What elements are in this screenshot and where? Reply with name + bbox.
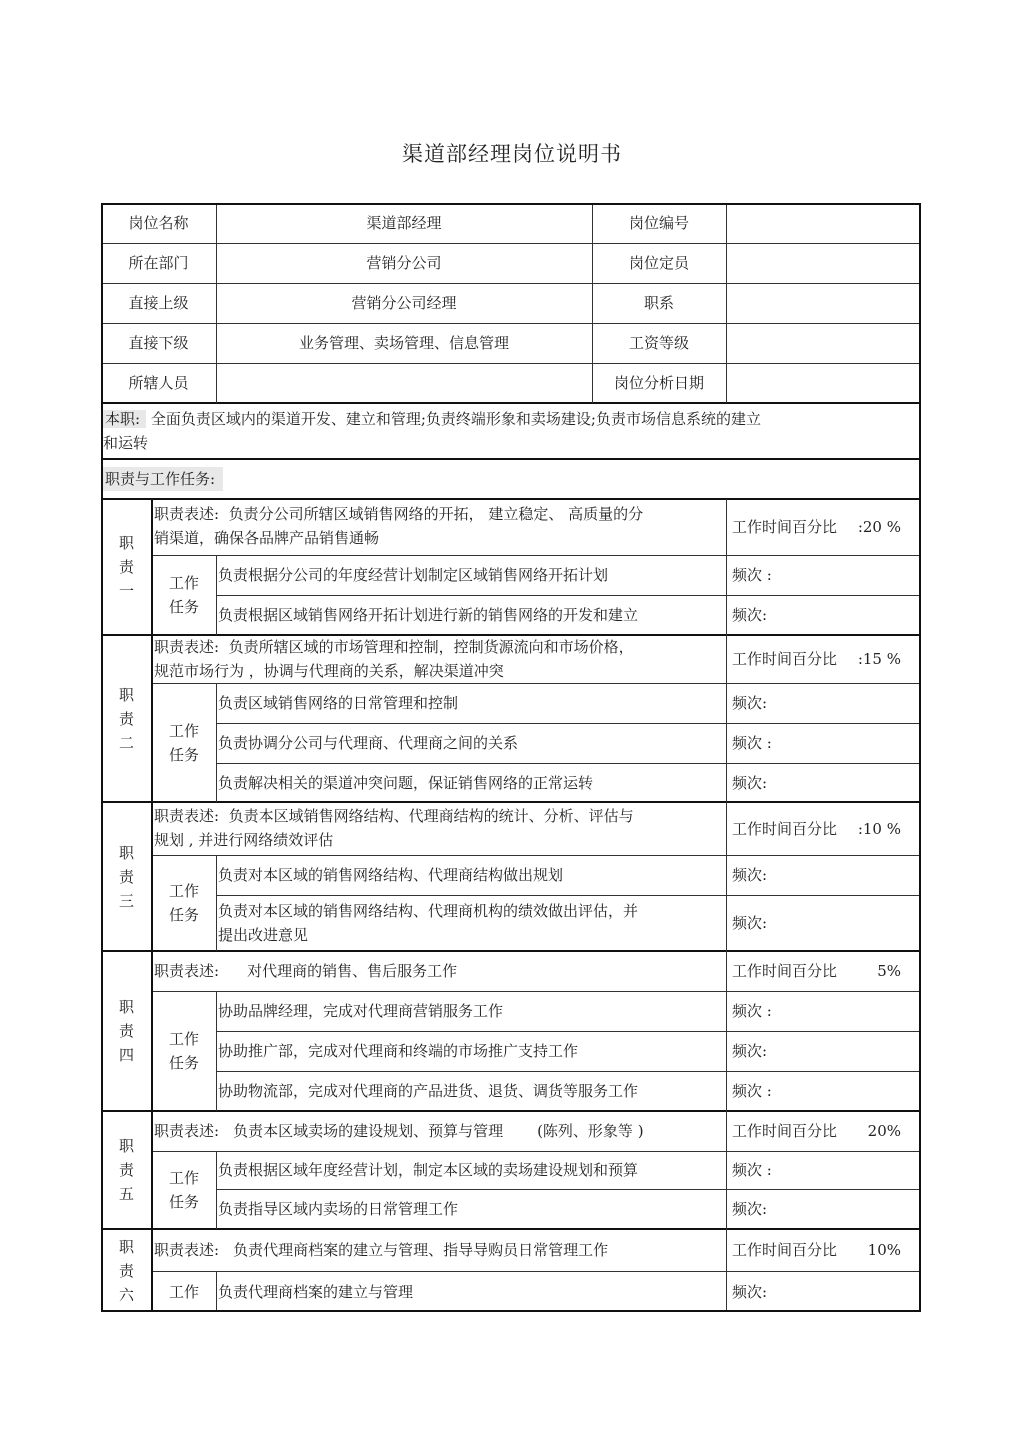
frequency: 频次: (732, 1282, 768, 1301)
frequency: 频次: (732, 606, 768, 624)
value-cell: 营销分公司经理 (351, 294, 457, 312)
task-item: 负责对本区域的销售网络结构、代理商机构的绩效做出评估，并 提出改进意见 (218, 902, 639, 944)
task-item: 负责指导区域内卖场的日常管理工作 (218, 1200, 459, 1218)
value-cell: 营销分公司 (366, 254, 442, 272)
task-item: 负责解决相关的渠道冲突问题，保证销售网络的正常运转 (218, 773, 594, 792)
frequency: 频次: (732, 1200, 768, 1218)
duty-name: 职 责 二 (118, 685, 134, 752)
label-cell: 直接下级 (128, 334, 189, 352)
task-item: 负责代理商档案的建立与管理 (218, 1282, 414, 1301)
duty-description: 职责表述: 对代理商的销售、售后服务工作 (154, 962, 458, 980)
work-tasks-label: 工作 任务 (168, 1030, 199, 1072)
task-item: 负责根据区域销售网络开拓计划进行新的销售网络的开发和建立 (218, 606, 639, 624)
tasks-heading: 职责与工作任务: (103, 467, 223, 491)
duty-description: 职责表述: 负责代理商档案的建立与管理、指导导购员日常管理工作 (154, 1241, 609, 1259)
time-percentage: 工作时间百分比 :10 % (732, 819, 901, 838)
label-cell: 职系 (643, 294, 674, 312)
work-tasks-label: 工作 (168, 1282, 199, 1301)
duty-name: 职 责 五 (118, 1137, 134, 1203)
time-percentage: 工作时间百分比 20% (732, 1122, 901, 1140)
frequency: 频次 : (732, 1161, 772, 1179)
frequency: 频次: (732, 694, 768, 712)
main-duty-label: 本职: (103, 410, 146, 428)
label-cell: 岗位分析日期 (613, 374, 704, 392)
task-item: 负责区域销售网络的日常管理和控制 (218, 694, 459, 712)
main-duty-text-cont: 和运转 (103, 434, 149, 452)
task-item: 协助物流部，完成对代理商的产品进货、退货、调货等服务工作 (218, 1082, 639, 1100)
frequency: 频次 : (732, 1082, 772, 1100)
task-item: 负责对本区域的销售网络结构、代理商结构做出规划 (218, 866, 564, 884)
duty-description: 职责表述: 负责分公司所辖区域销售网络的开拓， 建立稳定、 高质量的分 销渠道，确保各品牌产品销售通畅 (154, 505, 644, 547)
duty-name: 职 责 一 (118, 534, 134, 600)
label-cell: 直接上级 (128, 294, 189, 312)
time-percentage: 工作时间百分比 10% (732, 1241, 901, 1259)
label-cell: 工资等级 (628, 334, 689, 352)
duty-name: 职 责 六 (118, 1237, 134, 1304)
time-percentage: 工作时间百分比 :15 % (732, 650, 901, 668)
main-duty-text: 全面负责区域内的渠道开发、建立和管理;负责终端形象和卖场建设;负责市场信息系统的建立 (150, 410, 761, 428)
task-item: 负责协调分公司与代理商、代理商之间的关系 (218, 734, 519, 752)
duty-description: 职责表述: 负责所辖区域的市场管理和控制，控制货源流向和市场价格， 规范市场行为 ，协调与代理商的关系，解决渠道冲突 (154, 638, 634, 680)
task-item: 协助推广部，完成对代理商和终端的市场推广支持工作 (218, 1042, 579, 1060)
work-tasks-label: 工作 任务 (168, 721, 199, 764)
table-border (101, 203, 921, 1312)
label-cell: 岗位编号 (628, 214, 689, 232)
duty-description: 职责表述: 负责本区域卖场的建设规划、预算与管理 (陈列、形象等 ) (154, 1122, 644, 1140)
frequency: 频次 : (732, 1002, 772, 1020)
duty-name: 职 责 三 (118, 843, 134, 910)
frequency: 频次: (732, 914, 768, 932)
frequency: 频次 : (732, 734, 772, 752)
label-cell: 岗位定员 (628, 254, 689, 272)
time-percentage: 工作时间百分比 :20 % (732, 518, 901, 536)
value-cell: 渠道部经理 (366, 214, 442, 232)
task-item: 协助品牌经理，完成对代理商营销服务工作 (218, 1002, 504, 1020)
job-description-table (101, 203, 921, 1312)
frequency: 频次: (732, 866, 768, 884)
task-item: 负责根据分公司的年度经营计划制定区域销售网络开拓计划 (218, 566, 609, 584)
document-title: 渠道部经理岗位说明书 (402, 142, 622, 166)
work-tasks-label: 工作 任务 (168, 574, 199, 616)
duty-name: 职 责 四 (118, 998, 134, 1064)
frequency: 频次: (732, 1042, 768, 1060)
frequency: 频次: (732, 773, 768, 792)
task-item: 负责根据区域年度经营计划，制定本区域的卖场建设规划和预算 (218, 1161, 639, 1179)
frequency: 频次 : (732, 566, 772, 584)
label-cell: 所在部门 (128, 254, 189, 272)
label-cell: 所辖人员 (128, 374, 189, 392)
label-cell: 岗位名称 (128, 214, 189, 232)
value-cell: 业务管理、卖场管理、信息管理 (298, 334, 509, 352)
time-percentage: 工作时间百分比 5% (732, 962, 901, 980)
work-tasks-label: 工作 任务 (168, 882, 199, 924)
duty-description: 职责表述: 负责本区域销售网络结构、代理商结构的统计、分析、评估与 规划 , 并进行网络绩效评估 (154, 807, 634, 849)
work-tasks-label: 工作 任务 (168, 1169, 199, 1211)
